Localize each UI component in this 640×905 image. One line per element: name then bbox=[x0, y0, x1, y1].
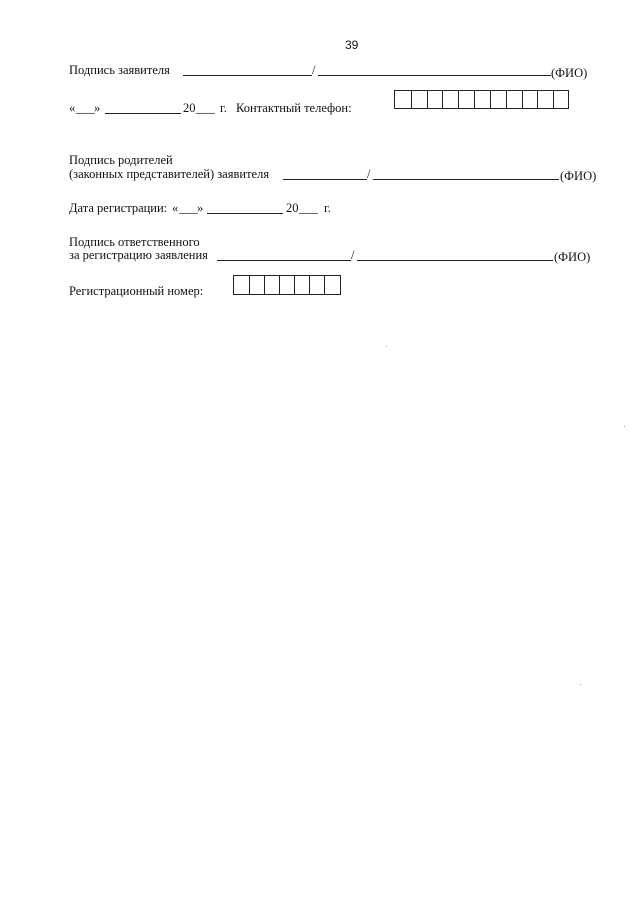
responsible-fio-label: (ФИО) bbox=[554, 250, 591, 264]
applicant-fio-label: (ФИО) bbox=[551, 66, 588, 80]
parents-signature-label-line2: (законных представителей) заявителя bbox=[69, 167, 270, 181]
registration-date-label: Дата регистрации: bbox=[69, 201, 168, 215]
phone-digit-box[interactable] bbox=[395, 91, 411, 108]
parents-signature-label-line1: Подпись родителей bbox=[69, 153, 173, 167]
responsible-fio-line[interactable] bbox=[357, 260, 553, 261]
phone-digit-box[interactable] bbox=[553, 91, 568, 108]
registration-digit-box[interactable] bbox=[294, 276, 309, 294]
phone-digit-box[interactable] bbox=[427, 91, 443, 108]
responsible-signature-line[interactable] bbox=[217, 260, 351, 261]
parents-fio-label: (ФИО) bbox=[560, 169, 597, 183]
registration-digit-box[interactable] bbox=[234, 276, 249, 294]
registration-digit-box[interactable] bbox=[309, 276, 324, 294]
phone-digit-box[interactable] bbox=[474, 91, 490, 108]
date-close-quote: » bbox=[94, 101, 101, 115]
phone-digit-box[interactable] bbox=[458, 91, 474, 108]
phone-digit-box[interactable] bbox=[522, 91, 538, 108]
phone-digit-box[interactable] bbox=[411, 91, 427, 108]
registration-digit-box[interactable] bbox=[279, 276, 294, 294]
contact-phone-label: Контактный телефон: bbox=[236, 101, 352, 115]
applicant-fio-line[interactable] bbox=[318, 75, 551, 76]
registration-digit-box[interactable] bbox=[249, 276, 264, 294]
date-year-prefix: 20 bbox=[183, 101, 196, 115]
registration-date-month-line[interactable] bbox=[207, 213, 283, 214]
applicant-signature-slash: / bbox=[312, 63, 316, 77]
phone-digit-box[interactable] bbox=[506, 91, 522, 108]
date-year-blank[interactable]: ___ bbox=[196, 101, 215, 115]
scan-speck bbox=[624, 426, 625, 427]
registration-date-open-quote: « bbox=[172, 201, 179, 215]
scan-speck bbox=[580, 684, 581, 685]
registration-date-close-quote: » bbox=[197, 201, 204, 215]
page-number: 39 bbox=[345, 38, 359, 52]
parents-signature-line[interactable] bbox=[283, 179, 367, 180]
registration-digit-box[interactable] bbox=[324, 276, 340, 294]
phone-digit-box[interactable] bbox=[442, 91, 458, 108]
responsible-signature-label-line1: Подпись ответственного bbox=[69, 235, 200, 249]
date-year-suffix: г. bbox=[220, 101, 227, 115]
parents-fio-line[interactable] bbox=[373, 179, 559, 180]
phone-digit-box[interactable] bbox=[537, 91, 553, 108]
registration-date-year-blank[interactable]: ___ bbox=[299, 201, 318, 215]
responsible-signature-slash: / bbox=[351, 248, 355, 262]
date-open-quote: « bbox=[69, 101, 76, 115]
applicant-signature-label: Подпись заявителя bbox=[69, 63, 170, 77]
parents-signature-slash: / bbox=[367, 167, 371, 181]
registration-digit-box[interactable] bbox=[264, 276, 279, 294]
scan-speck bbox=[386, 346, 387, 347]
registration-date-year-prefix: 20 bbox=[286, 201, 299, 215]
contact-phone-boxes[interactable] bbox=[394, 90, 569, 109]
date-month-line[interactable] bbox=[105, 113, 181, 114]
registration-date-year-suffix: г. bbox=[324, 201, 331, 215]
date-day-blank[interactable]: ___ bbox=[76, 101, 95, 115]
registration-date-day-blank[interactable]: ___ bbox=[179, 201, 198, 215]
phone-digit-box[interactable] bbox=[490, 91, 506, 108]
registration-number-label: Регистрационный номер: bbox=[69, 284, 204, 298]
registration-number-boxes[interactable] bbox=[233, 275, 341, 295]
responsible-signature-label-line2: за регистрацию заявления bbox=[69, 248, 208, 262]
applicant-signature-line[interactable] bbox=[183, 75, 312, 76]
